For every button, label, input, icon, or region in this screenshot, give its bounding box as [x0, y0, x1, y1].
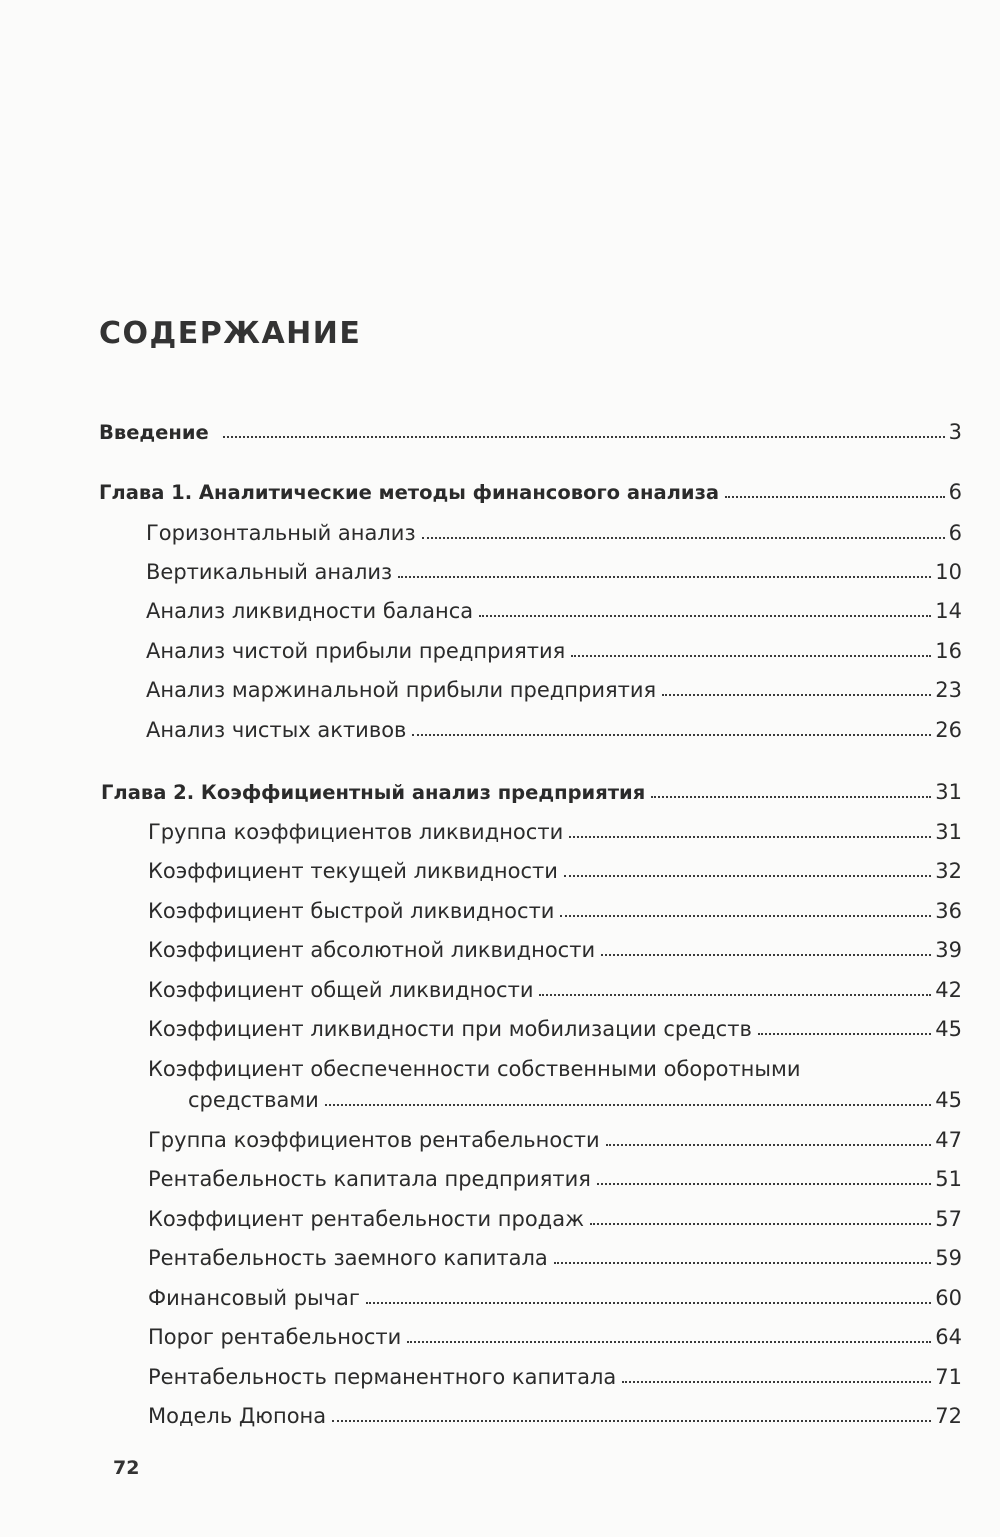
toc-entry-label: Анализ чистой прибыли предприятия: [146, 639, 566, 663]
toc-entry-label: Коэффициент общей ликвидности: [148, 978, 534, 1002]
toc-intro[interactable]: [99, 417, 962, 448]
toc-entry-label: Коэффициент быстрой ликвидности: [148, 899, 555, 923]
toc-page-number: 39: [935, 938, 962, 962]
toc-item[interactable]: [146, 636, 962, 666]
toc-entry-label: Группа коэффициентов рентабельности: [148, 1128, 600, 1152]
dot-leader: [597, 1182, 931, 1185]
dot-leader: [601, 953, 931, 956]
toc-item[interactable]: [148, 1401, 962, 1431]
toc-item[interactable]: [148, 1362, 962, 1392]
toc-page-number: 10: [935, 560, 962, 584]
dot-leader: [560, 914, 931, 917]
toc-page-number: 3: [948, 420, 962, 444]
toc-page-number: 45: [935, 1088, 962, 1112]
dot-leader: [564, 874, 931, 877]
dot-leader: [412, 733, 931, 736]
toc-page-number: 36: [935, 899, 962, 923]
toc-entry-label: Рентабельность перманентного капитала: [148, 1365, 617, 1389]
toc-item[interactable]: [148, 1164, 962, 1194]
dot-leader: [407, 1340, 931, 1343]
dot-leader: [622, 1380, 931, 1383]
toc-page-number: 45: [935, 1017, 962, 1041]
toc-entry-label: Коэффициент абсолютной ликвидности: [148, 938, 596, 962]
toc-entry-label: Группа коэффициентов ликвидности: [148, 820, 564, 844]
dot-leader: [422, 536, 945, 539]
toc-entry-label: Коэффициент рентабельности продаж: [148, 1207, 584, 1231]
toc-item[interactable]: [146, 675, 962, 705]
toc-entry-label: Анализ чистых активов: [146, 718, 407, 742]
toc-page-number: 14: [935, 599, 962, 623]
toc-chapter-1[interactable]: [99, 477, 962, 508]
toc-entry-label: Рентабельность капитала предприятия: [148, 1167, 591, 1191]
toc-entry-label: Введение: [99, 421, 209, 444]
toc-entry-label: Коэффициент текущей ликвидности: [148, 859, 558, 883]
dot-leader: [725, 495, 945, 498]
toc-entry-label: Коэффициент ликвидности при мобилизации средств: [148, 1017, 752, 1041]
dot-leader: [606, 1143, 932, 1146]
dot-leader: [569, 835, 931, 838]
toc-page-number: 59: [935, 1246, 962, 1270]
toc-item[interactable]: [148, 975, 962, 1005]
toc-item[interactable]: [148, 1014, 962, 1044]
toc-entry-label: Финансовый рычаг: [148, 1286, 360, 1310]
toc-item[interactable]: [146, 715, 962, 745]
toc-page-number: 6: [948, 480, 962, 504]
toc-item[interactable]: [188, 1085, 962, 1115]
dot-leader: [554, 1261, 932, 1264]
dot-leader: [332, 1419, 931, 1422]
dot-leader: [571, 654, 931, 657]
toc-entry-label-line1[interactable]: Коэффициент обеспеченности собственными оборотными: [148, 1057, 801, 1081]
dot-leader: [590, 1222, 931, 1225]
toc-page-number: 64: [935, 1325, 962, 1349]
toc-entry-label: Модель Дюпона: [148, 1404, 327, 1428]
toc-page-number: 60: [935, 1286, 962, 1310]
toc-item[interactable]: [148, 856, 962, 886]
dot-leader: [662, 693, 931, 696]
dot-leader: [758, 1032, 931, 1035]
toc-item[interactable]: [148, 896, 962, 926]
toc-item[interactable]: [148, 817, 962, 847]
toc-entry-label: Рентабельность заемного капитала: [148, 1246, 548, 1270]
toc-item[interactable]: [148, 1125, 962, 1155]
toc-page-number: 71: [935, 1365, 962, 1389]
toc-entry-label: Глава 2. Коэффициентный анализ предприятия: [101, 781, 646, 804]
footer-page-number: 72: [113, 1457, 140, 1479]
toc-page-number: 23: [935, 678, 962, 702]
toc-entry-label: Анализ ликвидности баланса: [146, 599, 474, 623]
toc-page-number: 31: [935, 820, 962, 844]
toc-item[interactable]: [146, 557, 962, 587]
dot-leader: [366, 1301, 931, 1304]
toc-page-number: 51: [935, 1167, 962, 1191]
toc-item[interactable]: [148, 1204, 962, 1234]
toc-chapter-2[interactable]: [101, 777, 962, 808]
toc-item[interactable]: [146, 518, 962, 548]
page-title: СОДЕРЖАНИЕ: [99, 316, 362, 351]
dot-leader: [398, 575, 931, 578]
toc-page-number: 26: [935, 718, 962, 742]
dot-leader: [325, 1103, 931, 1106]
toc-entry-label: Глава 1. Аналитические методы финансового анализа: [99, 481, 720, 504]
dot-leader: [651, 795, 931, 798]
toc-entry-label: Горизонтальный анализ: [146, 521, 416, 545]
toc-page-number: 47: [935, 1128, 962, 1152]
dot-leader: [223, 435, 945, 438]
toc-page-number: 31: [935, 780, 962, 804]
toc-entry-label: Вертикальный анализ: [146, 560, 393, 584]
toc-entry-label: Порог рентабельности: [148, 1325, 402, 1349]
toc-page-number: 32: [935, 859, 962, 883]
toc-page-number: 16: [935, 639, 962, 663]
toc-page-number: 57: [935, 1207, 962, 1231]
toc-item[interactable]: [146, 596, 962, 626]
toc-item[interactable]: [148, 1322, 962, 1352]
toc-page-number: 6: [948, 521, 962, 545]
dot-leader: [479, 614, 931, 617]
toc-page-number: 72: [935, 1404, 962, 1428]
toc-item[interactable]: [148, 935, 962, 965]
dot-leader: [539, 993, 931, 996]
toc-page-number: 42: [935, 978, 962, 1002]
toc-item[interactable]: [148, 1243, 962, 1273]
toc-item[interactable]: [148, 1283, 962, 1313]
toc-entry-label-line2: средствами: [188, 1088, 319, 1112]
toc-entry-label: Анализ маржинальной прибыли предприятия: [146, 678, 657, 702]
